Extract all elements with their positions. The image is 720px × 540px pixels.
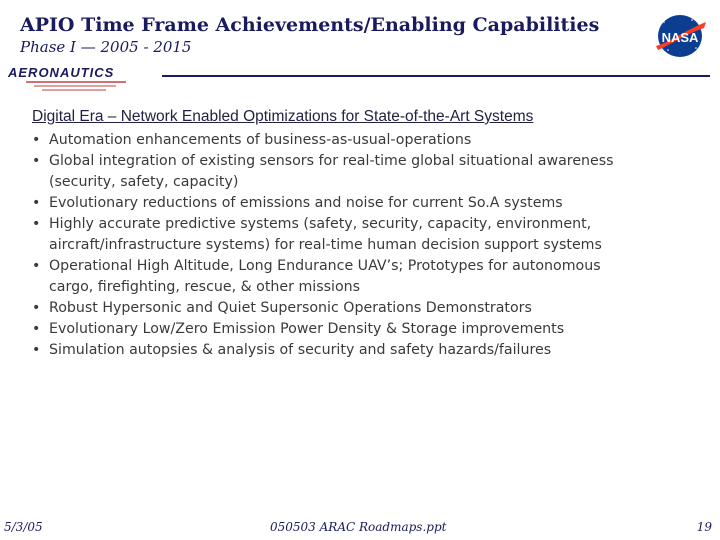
nasa-logo-text: NASA	[661, 30, 699, 45]
page-number: 19	[696, 520, 712, 534]
aeronautics-logo-text: AERONAUTICS	[8, 65, 115, 80]
list-item: • Robust Hypersonic and Quiet Supersonic Operations Demonstrators	[32, 298, 702, 319]
bullet-icon: •	[32, 342, 41, 358]
aeronautics-logo-icon	[6, 64, 162, 94]
footer-date: 5/3/05	[4, 520, 43, 534]
slide-title: APIO Time Frame Achievements/Enabling Capabilities	[20, 14, 600, 36]
nasa-logo-icon	[652, 12, 708, 60]
list-item: • Highly accurate predictive systems (safety, security, capacity, environment, aircraft/infrastructure systems) for real-time human decision support systems	[32, 216, 602, 253]
slide-subtitle: Phase I — 2005 - 2015	[20, 38, 192, 56]
capability-list	[32, 130, 702, 361]
list-item: • Global integration of existing sensors for real-time global situational awareness (security, safety, capacity)	[32, 153, 614, 190]
header-rule	[162, 75, 710, 77]
bullet-icon: •	[32, 321, 41, 337]
section-heading: Digital Era – Network Enabled Optimizations for State-of-the-Art Systems	[32, 108, 534, 125]
bullet-icon: •	[32, 132, 41, 148]
list-item: • Simulation autopsies & analysis of security and safety hazards/failures	[32, 340, 702, 361]
bullet-icon: •	[32, 153, 41, 169]
bullet-icon: •	[32, 300, 41, 316]
list-item: • Automation enhancements of business-as-usual-operations	[32, 130, 702, 151]
list-item: • Evolutionary reductions of emissions and noise for current So.A systems	[32, 193, 702, 214]
list-item: • Evolutionary Low/Zero Emission Power Density & Storage improvements	[32, 319, 702, 340]
bullet-icon: •	[32, 195, 41, 211]
bullet-icon: •	[32, 258, 41, 274]
bullet-icon: •	[32, 216, 41, 232]
footer-filename: 050503 ARAC Roadmaps.ppt	[270, 520, 447, 534]
list-item: • Operational High Altitude, Long Endurance UAV’s; Prototypes for autonomous cargo, firefighting, rescue, & other missions	[32, 258, 601, 295]
